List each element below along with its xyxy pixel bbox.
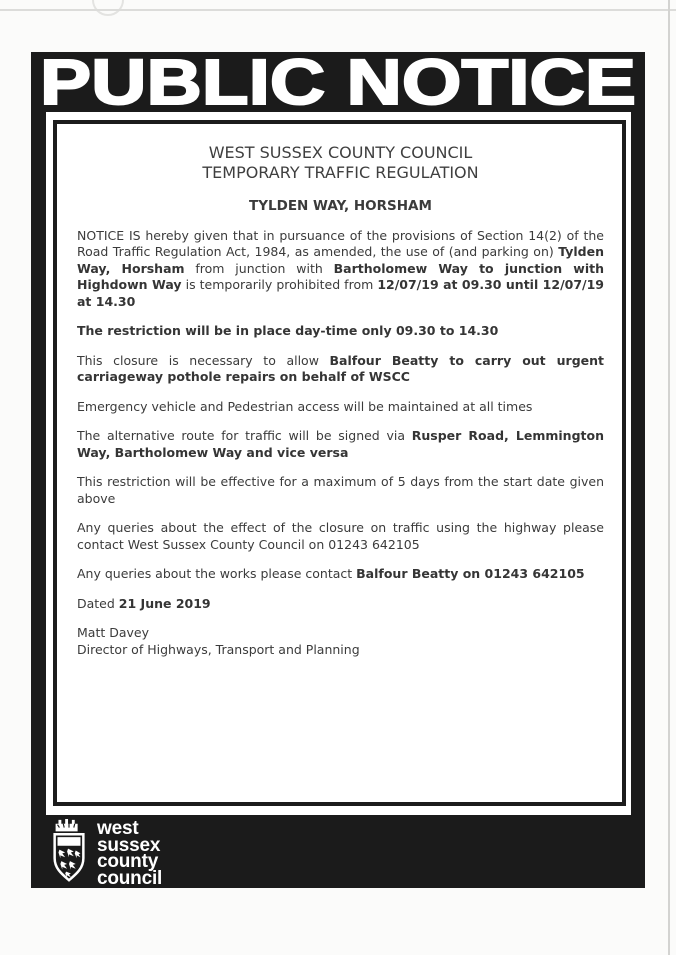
wscc-logo bbox=[49, 818, 162, 887]
scan-artifact-line-right bbox=[668, 0, 670, 955]
notice-paragraph: Any queries about the effect of the closure on traffic using the highway please contact West Sussex County Council on 01243 642105 bbox=[77, 520, 604, 552]
notice-paragraph: Any queries about the works please contact Balfour Beatty on 01243 642105 bbox=[77, 566, 585, 581]
notice-content bbox=[57, 124, 622, 658]
notice-paragraphs bbox=[77, 228, 604, 659]
notice-paragraph: The restriction will be in place day-time only 09.30 to 14.30 bbox=[77, 323, 499, 338]
notice-paragraph: NOTICE IS hereby given that in pursuance of the provisions of Section 14(2) of the Road Traffic Regulation Act, 1984, as amended, the use of (and parking on) Tylden Way, Horsham from junction with Bartholomew Way to junction with Highdown Way is temporarily prohibited from 12/07/19 at 09.30 until 12/07/19 at 14.30 bbox=[77, 227, 605, 309]
notice-paragraph: This restriction will be effective for a maximum of 5 days from the start date given above bbox=[77, 474, 604, 506]
public-notice-banner bbox=[31, 52, 645, 112]
notice-paragraph: The alternative route for traffic will be signed via Rusper Road, Lemmington Way, Bartholomew Way and vice versa bbox=[77, 428, 604, 460]
wscc-shield-crest-icon bbox=[49, 818, 89, 885]
notice-paragraph: Matt Davey Director of Highways, Transport and Planning bbox=[77, 625, 360, 657]
logo-line-west: west bbox=[97, 818, 139, 839]
notice-paragraph: This closure is necessary to allow Balfour Beatty to carry out urgent carriageway pothole repairs on behalf of WSCC bbox=[77, 352, 604, 384]
notice-type: TEMPORARY TRAFFIC REGULATION bbox=[202, 163, 479, 182]
public-notice-document bbox=[31, 52, 645, 888]
road-subject: TYLDEN WAY, HORSHAM bbox=[249, 198, 432, 214]
public-notice-banner-art bbox=[31, 52, 645, 112]
public-notice-title: PUBLIC NOTICE bbox=[40, 52, 636, 112]
notice-inner-border-box bbox=[53, 120, 626, 806]
scan-artifact-line-top bbox=[0, 9, 676, 11]
logo-line-council: council bbox=[97, 867, 163, 889]
logo-line-sussex: sussex bbox=[97, 834, 161, 856]
notice-paragraph: Dated 21 June 2019 bbox=[77, 595, 211, 611]
footer-band bbox=[31, 815, 645, 888]
notice-body-frame bbox=[31, 112, 645, 815]
doc-header bbox=[77, 143, 604, 183]
punch-hole-mark bbox=[92, 0, 124, 16]
logo-line-county: county bbox=[97, 851, 159, 872]
council-name: WEST SUSSEX COUNTY COUNCIL bbox=[208, 143, 473, 162]
wscc-logo-wordmark bbox=[97, 818, 163, 889]
notice-paragraph: Emergency vehicle and Pedestrian access will be maintained at all times bbox=[77, 398, 533, 414]
